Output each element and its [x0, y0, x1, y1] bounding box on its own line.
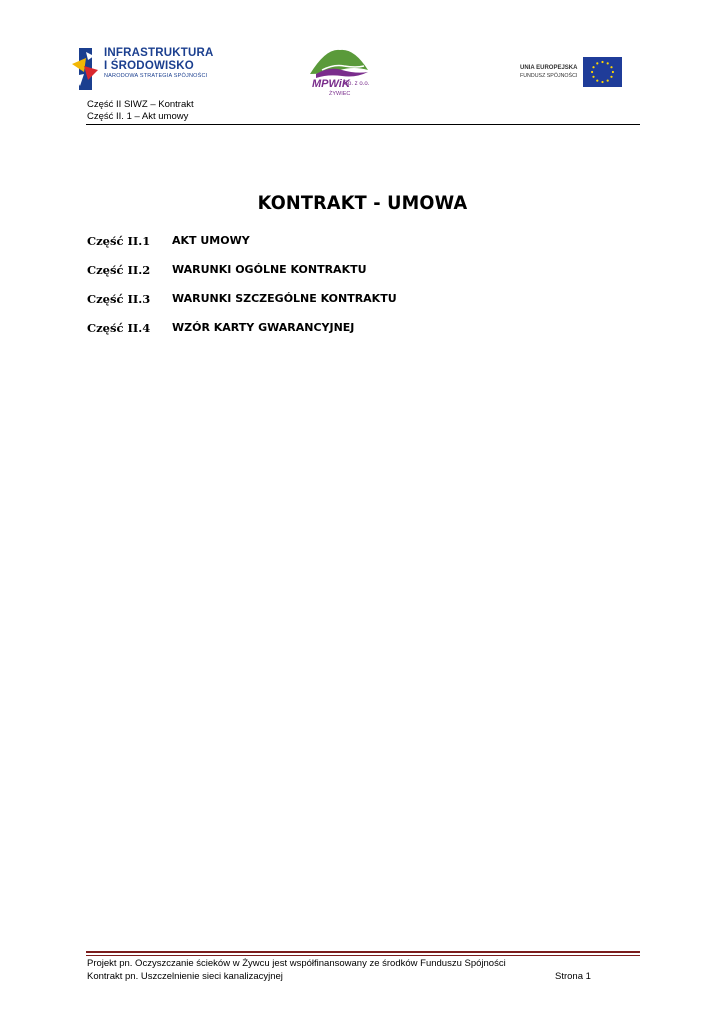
infrastruktura-star-icon	[70, 46, 100, 92]
eu-logo	[516, 56, 626, 90]
eu-logo-line2: FUNDUSZ SPÓJNOŚCI	[520, 73, 578, 79]
eu-flag-icon	[583, 57, 622, 87]
document-title: KONTRAKT - UMOWA	[257, 192, 468, 214]
mpwik-logo	[308, 44, 372, 100]
logo-left-line1: INFRASTRUKTURA	[104, 47, 214, 59]
header-divider	[86, 124, 640, 125]
infrastruktura-logo	[70, 44, 230, 94]
footer-project-line: Projekt pn. Oczyszczanie ścieków w Żywcu jest współfinansowany ze środków Funduszu Spójności	[87, 958, 506, 969]
mpwik-suffix: Sp. z o.o.	[344, 81, 370, 87]
footer-contract-line: Kontrakt pn. Uszczelnienie sieci kanalizacyjnej	[87, 971, 283, 982]
eu-logo-line1: UNIA EUROPEJSKA	[520, 65, 578, 71]
footer-divider-thin	[86, 955, 640, 956]
toc-item-title: WARUNKI SZCZEGÓLNE KONTRAKTU	[172, 292, 397, 305]
toc-item-title: WARUNKI OGÓLNE KONTRAKTU	[172, 263, 367, 276]
page-number: Strona 1	[555, 971, 591, 982]
toc-item-number: Część II.3	[87, 292, 151, 306]
toc-item-number: Część II.4	[87, 321, 151, 335]
toc-item-title: WZÓR KARTY GWARANCYJNEJ	[172, 321, 355, 334]
logo-left-line2: I ŚRODOWISKO	[104, 60, 194, 72]
toc-item-number: Część II.2	[87, 263, 151, 277]
header-line1: Część II SIWZ – Kontrakt	[87, 99, 194, 110]
mpwik-mountain-icon	[308, 44, 372, 80]
header-line2: Część II. 1 – Akt umowy	[87, 111, 189, 122]
mpwik-city: ŻYWIEC	[329, 91, 351, 97]
logo-left-tagline: NARODOWA STRATEGIA SPÓJNOŚCI	[104, 73, 208, 79]
toc-item-title: AKT UMOWY	[172, 234, 250, 247]
footer-divider-thick	[86, 951, 640, 953]
toc-item-number: Część II.1	[87, 234, 151, 248]
mpwik-name: MPWiK	[312, 78, 350, 90]
